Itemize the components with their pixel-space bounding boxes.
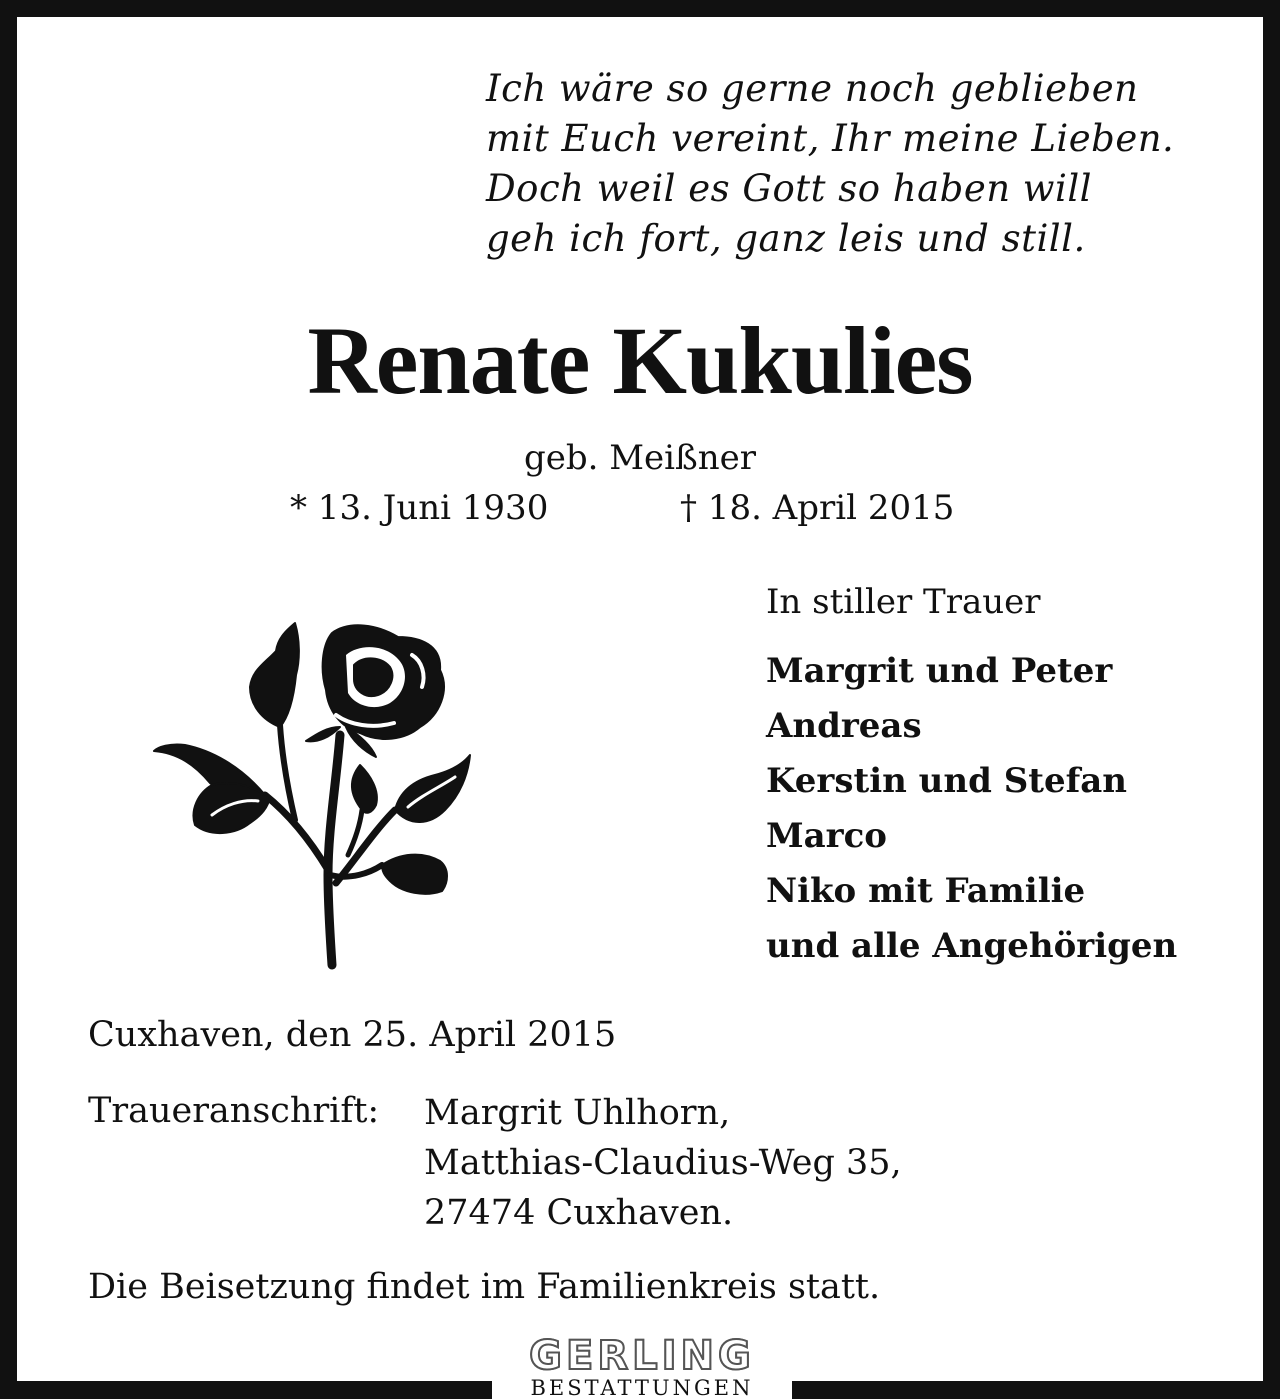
address-label: Traueranschrift:	[88, 1091, 380, 1131]
poem-line: Doch weil es Gott so haben will	[486, 167, 1092, 210]
poem-line: mit Euch vereint, Ihr meine Lieben.	[486, 117, 1175, 160]
mourner-entry: und alle Angehörigen	[766, 926, 1178, 966]
mourner-entry: Marco	[766, 816, 887, 856]
birth-date: * 13. Juni 1930	[290, 488, 549, 528]
deceased-name: Renate Kukulies	[307, 307, 973, 414]
poem	[486, 64, 1226, 264]
poem-line: Ich wäre so gerne noch geblieben	[486, 67, 1139, 110]
logo-name: GERLING	[492, 1336, 792, 1376]
bottom-border-left	[0, 1381, 492, 1399]
place-date: Cuxhaven, den 25. April 2015	[88, 1015, 617, 1055]
mourner-entry: Kerstin und Stefan	[766, 761, 1127, 801]
bottom-border-right	[792, 1381, 1280, 1399]
logo-subtitle: BESTATTUNGEN	[530, 1376, 754, 1400]
mourners-list	[766, 644, 1246, 974]
mourner-entry: Andreas	[766, 706, 922, 746]
maiden-name: geb. Meißner	[523, 438, 757, 478]
mourner-entry: Niko mit Familie	[766, 871, 1086, 911]
rose-icon	[150, 615, 480, 975]
address-line: Margrit Uhlhorn,	[424, 1093, 731, 1133]
funeral-home-logo	[492, 1333, 792, 1400]
mourning-heading: In stiller Trauer	[766, 582, 1041, 622]
address-line: Matthias-Claudius-Weg 35,	[424, 1143, 902, 1183]
mourner-entry: Margrit und Peter	[766, 651, 1113, 691]
address-lines	[424, 1088, 902, 1238]
death-date: † 18. April 2015	[680, 488, 955, 528]
burial-note: Die Beisetzung findet im Familienkreis statt.	[88, 1267, 881, 1307]
poem-line: geh ich fort, ganz leis und still.	[486, 217, 1086, 260]
address-line: 27474 Cuxhaven.	[424, 1193, 734, 1233]
